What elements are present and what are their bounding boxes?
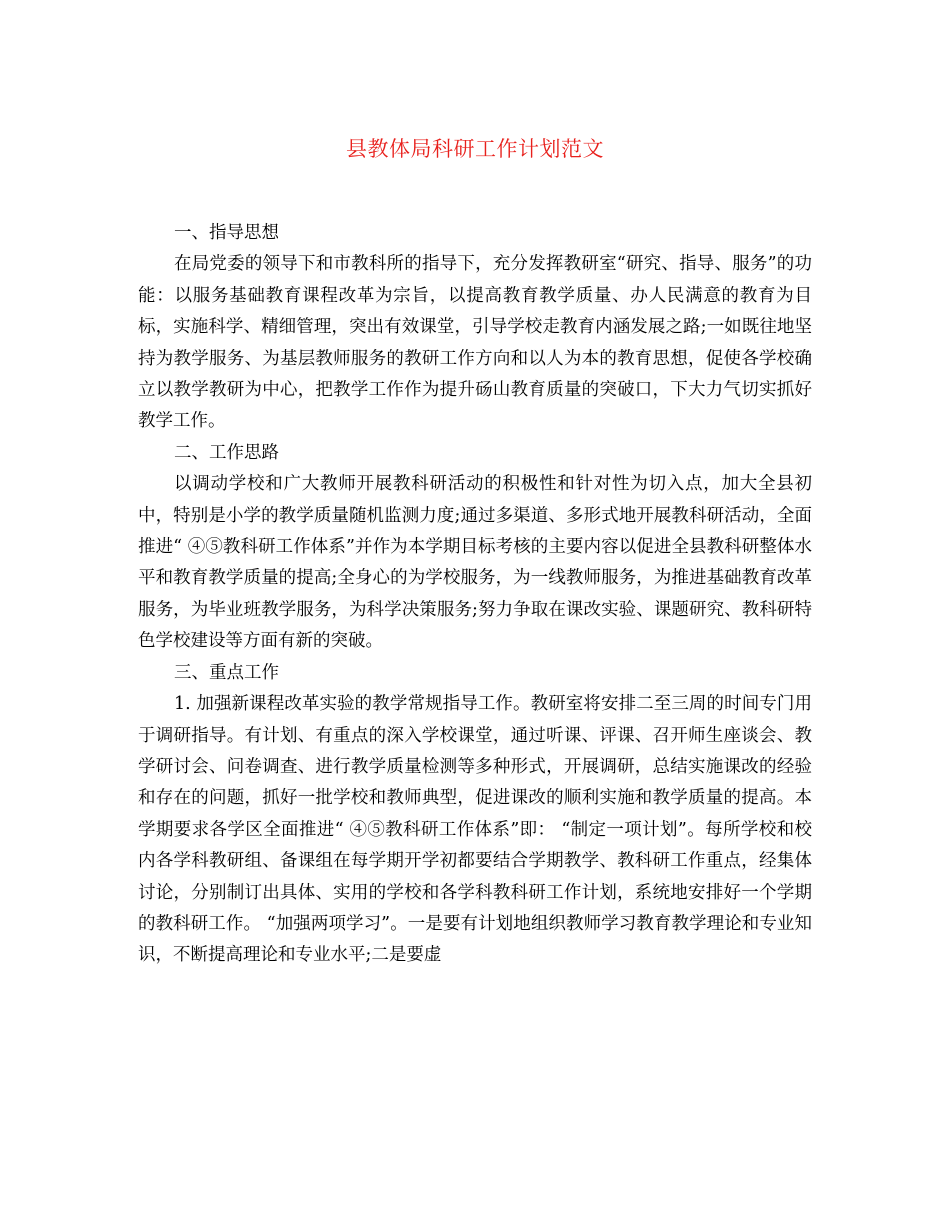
- document-body: [138, 218, 812, 972]
- section-heading-work-approach: 二、工作思路: [174, 442, 279, 463]
- section-heading-key-work: 三、重点工作: [174, 662, 279, 683]
- document-title: 县教体局科研工作计划范文: [346, 137, 604, 161]
- section-heading-guiding-thought: 一、指导思想: [174, 223, 279, 243]
- section-paragraph-guiding-thought: 在局党委的领导下和市教科所的指导下，充分发挥教研室“研究、指导、服务”的功能：以服务基础教育课程改革为宗旨，以提高教育教学质量、办人民满意的教育为目标，实施科学、精细管理，突出有效课堂，引导学校走教育内涵发展之路;一如既往地坚持为教学服务、为基层教师服务的教研工作方向和以人为本的教育思想，促使各学校确立以教学教研为中心，把教学工作作为提升砀山教育质量的突破口，下大力气切实抓好教学工作。: [138, 254, 812, 432]
- section-paragraph-work-approach: 以调动学校和广大教师开展教科研活动的积极性和针对性为切入点，加大全县初中，特别是小学的教学质量随机监测力度;通过多渠道、多形式地开展教科研活动，全面推进“ ④⑤教科研工作体系”并作为本学期目标考核的主要内容以促进全县教科研整体水平和教育教学质量的提高;全身心的为学校服务，为一线教师服务，为推进基础教育改革服务，为毕业班教学服务，为科学决策服务;努力争取在课改实验、课题研究、教科研特色学校建设等方面有新的突破。: [138, 474, 812, 652]
- section-paragraph-key-work: 1. 加强新课程改革实验的教学常规指导工作。教研室将安排二至三周的时间专门用于调研指导。有计划、有重点的深入学校课堂，通过听课、评课、召开师生座谈会、教学研讨会、问卷调查、进行教学质量检测等多种形式，开展调研，总结实施课改的经验和存在的问题，抓好一批学校和教师典型，促进课改的顺利实施和教学质量的提高。本学期要求各学区全面推进“ ④⑤教科研工作体系”即： “制定一项计划”。每所学校和校内各学科教研组、备课组在每学期开学初都要结合学期教学、教科研工作重点，经集体讨论，分别制订出具体、实用的学校和各学科教科研工作计划，系统地安排好一个学期的教科研工作。 “加强两项学习”。一是要有计划地组织教师学习教育教学理论和专业知识，不断提高理论和专业水平;二是要虚: [138, 694, 812, 966]
